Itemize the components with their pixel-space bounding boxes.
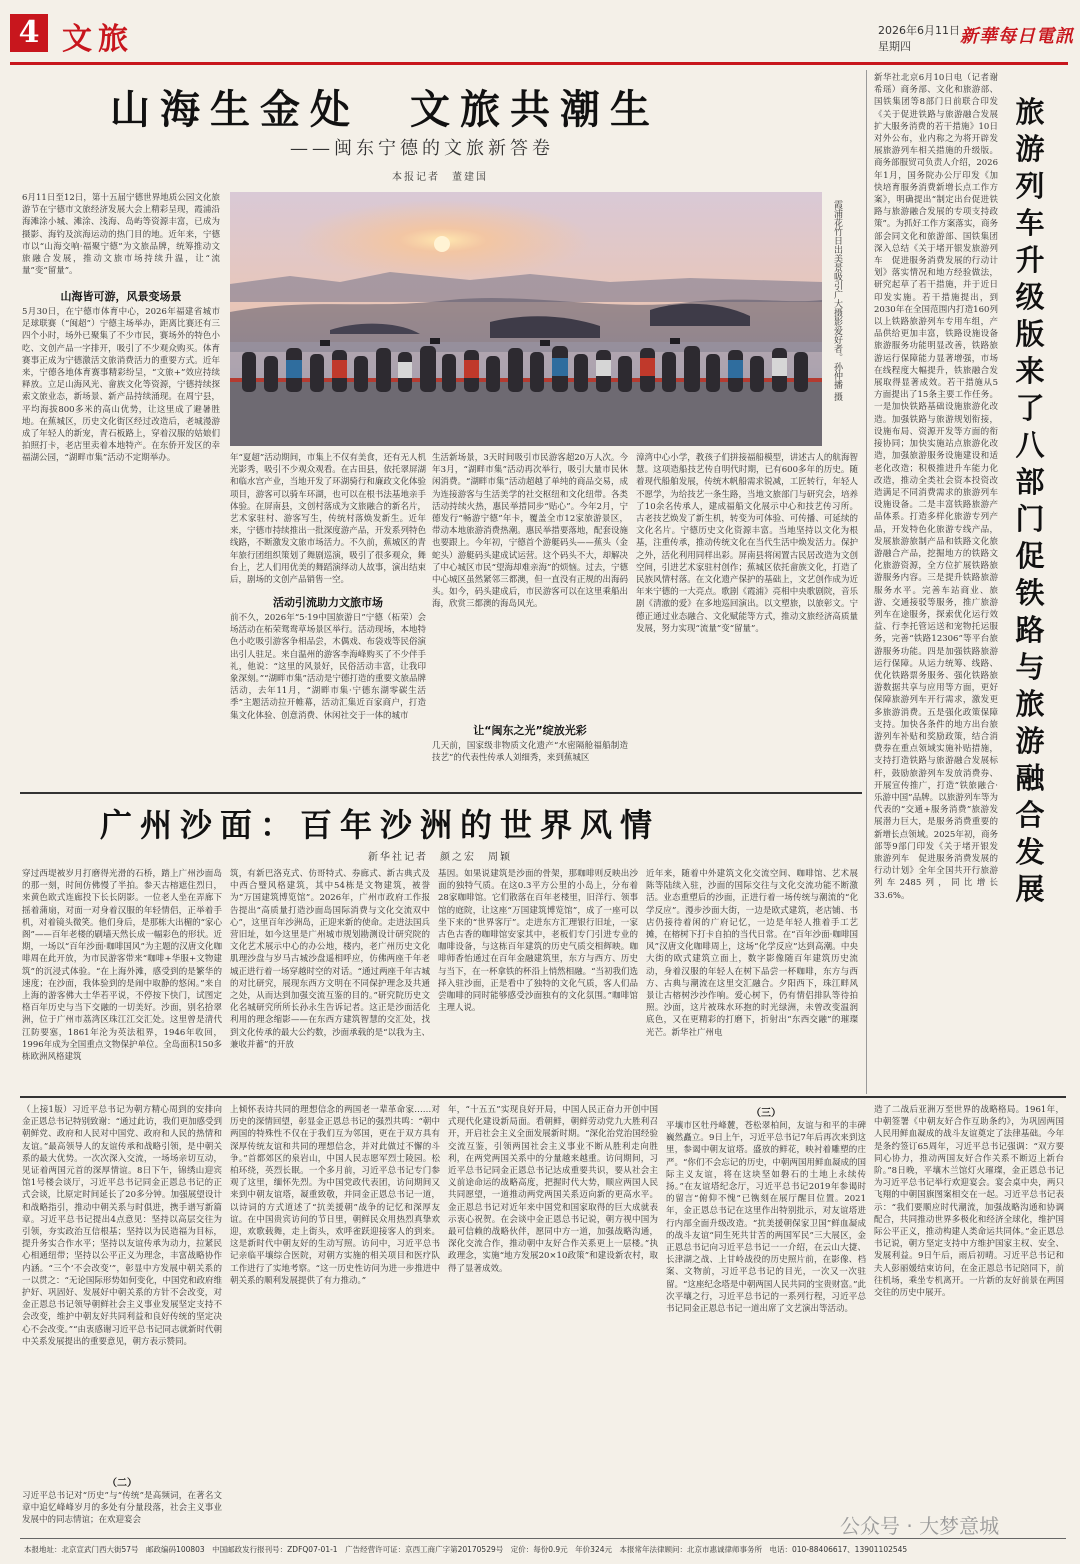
newspaper-brand-logo: 新華每日電訊 — [960, 26, 1074, 47]
story3-top-rule — [20, 1096, 1066, 1098]
story3-col1b-text: 习近平总书记对“历史”与“传统”是高频词，在著名文章中追忆峰峰岁月的多处有分量段落，社会主义事业发展中的同志情谊；在欢迎宴会 — [22, 1491, 222, 1526]
footer-imprint: 本报地址：北京宣武门西大街57号 邮政编码100803 中国邮政发行报刊号：ZDFQ07-01-1 广告经营许可证：京西工商广字第20170529号 定价：每份0.9元 年价324元 本报常年法律顾问：北京市惠诚律师事务所 电话：010-88406617、13901102545 — [24, 1545, 908, 1554]
header-rule — [10, 62, 1068, 65]
sidebar-divider — [866, 70, 867, 1094]
story1-photo — [230, 192, 822, 446]
photo-caption: 霞浦花竹日出美景吸引广大摄影爱好者。孙仲播 摄 — [832, 200, 842, 401]
story1-col1-text: 6月11日至12日，第十五届宁德世界地质公园文化旅游节在宁德市文旅经济发展大会上精彩呈现，霞浦沿海滩涂小城、滩涂、浅海、岛屿等资源丰富，已成为摄影、海钓及滨海运动的热门目的地。近年来，宁德市以“山海交响·福聚宁德”为文旅品牌，统筹推动文旅融合发展，推动文旅市场持续升温，让“流量”变“留量”。 — [22, 193, 220, 277]
story1-col3b-text: 几天前，国家级非物质文化遗产“水密隔舱福船制造技艺”的代表性传承人刘细秀，来到蕉城区 — [432, 741, 628, 764]
story1-col2-text: 年“夏超”活动期间，市集上不仅有美食，还有无人机光影秀，吸引不少观众观看。在古田县，依托翠屏湖和临水宫产业，当地开发了环湖骑行和廉政文化体验项目，游客可以骑车环湖，也可以在根书法基地亲手体验。在屏南县，文创村落成为文旅融合的新名片，艺术家驻村、游客写生，传统村落焕发新生。近年来，宁德市持续推出一批深度游产品，开发系列特色线路，不断激发文旅市场活力。不久前，蕉城区的青年旅行团组织策划了舞剧巡演，吸引了很多观众，舞台上，艺人们用优美的舞蹈演绎动人故事，演出结束后，剧场的文创产品销售一空。 — [230, 453, 426, 586]
story2-col1-text: 穿过西堤被岁月打磨得光滑的石桥，踏上广州沙面岛的那一刻，时间仿佛慢了半拍。参天古榕遮住烈日，来黄色欧式连廊投下长长阴影。一位老人坐在弄廊下摇着蒲扇，对面一对身着汉服的年轻情侣，正举着手机，对着镜头微笑。他们身后，是那栋大出楣的“家心阁”——百年老楼的刷墙天然长成一幅彩色的形状。近期，一场以“百年沙面·咖啡国风”为主题的汉唐文化咖啡周在此开放，为市民游客带来“咖啡+华服+文物建筑”的沉浸式体验。“在上海外滩，感受到的是繁华的速度；在沙面，我体验到的是闹中取静的悠闲。”来自上海的游客佛大士华若平说，不停按下快门，试图定格百年历史与当下交融的一切美好。沙面，别名拾翠洲，位于广州市荔湾区珠江江交汇处。这里曾是清代江防要塞，1861年沦为英法租界，1946年收回，1996年成为全国重点文物保护单位。全岛面积150多栋欧洲风格建筑 — [22, 869, 222, 1063]
story2-col4-text: 近年来，随着中外建筑文化交流空间、咖啡馆、艺术展陈等陆续入驻，沙面的国际交往与文化交流功能不断激活。业态重塑后的沙面，正进行着一场传统与潮流的“化学反应”。漫步沙面大街，一边是欧式建筑，老店铺、书店仍接待着闲的广府记忆，一边是年轻人推着手工艺摊，在榕树下打卡自拍的当代日常。在“百年沙面·咖啡国风”汉唐文化咖啡周上，这场“化学反应”达到高潮。中央大街的欧式建筑立面上，数字影像随百年建筑历史流动，身着汉服的年轻人在树下品尝一杯咖啡，东方与西方、古典与潮流在这里交汇融合。夕阳西下，珠江畔风景让古榕树沙沙作响。爱心树下，仍有情侣排队等待拍照。沙面，这片被珠水环抱的时光绿洲，未曾改变温润底色，又在更精彩的打磨下，折射出“东西交融”的璀璨光芒。新华社广州电 — [646, 869, 858, 1038]
footer-rule — [20, 1538, 1066, 1539]
section-name: 文旅 — [62, 22, 134, 57]
story1-col3-text: 生活新场景，3天时间吸引市民游客超20万人次。今年3月，“湖畔市集”活动再次举行，吸引大量市民休闲消费。“湖畔市集”活动超越了单纯的商品交易，成为连接游客与生活美学的社交枢纽和文化纽带。各类活动持续火热，惠民举措同步“贴心”。今年2月，宁德发行“畅游宁德”年卡，覆盖全市12家旅游景区，带动本地旅游消费热潮。惠民举措要落地，配套设施也要跟上。今年初，宁德首个游艇码头——蕉头（金蛇头）游艇码头建成试运营。这个码头不大，却解决了中心城区市民“望海却难亲海”的烦恼。过去，宁德中心城区虽然紧邻三都澳，但一直没有正规的出海码头。如今，码头建成后，市民游客可以在这里乘船出海，欣赏三都澳的海岛风光。 — [432, 453, 628, 610]
issue-date: 2026年6月11日 — [878, 24, 960, 37]
watermark-text: 公众号 · 大梦意城 — [840, 1514, 1000, 1538]
story3-col3-text: 年，“十五五”实现良好开局，中国人民正奋力开创中国式现代化建设新局面。看朝鲜，朝鲜劳动党九大胜利召开，开启社会主义全面发展新时期。“深化治党治国经验交流互鉴，引领两国社会主义事业不断从胜利走向胜利，在两党两国关系中的分量越来越重。访问期间，习近平总书记同金正恩总书记达成重要共识，要从社会主义前途命运的战略高度，把握时代大势，顺应两国人民共同愿望，一道推动两党两国关系迈向新的更高水平。金正恩总书记对近年来中国党和国家取得的巨大成就表示衷心祝贺。在会谈中金正恩总书记说，朝方视中国为最可信赖的战略伙伴，愿同中方一道，加强战略沟通，深化交流合作，推动朝中友好合作关系更上一层楼。”执政理念，实施“地方发展20×10政策”和建设新农村，取得了显著成效。 — [448, 1105, 658, 1274]
story3-col5-text: 造了二战后亚洲万至世界的战略格局。1961年，中朝签署《中朝友好合作互助条约》，为巩固两国人民用鲜血凝成的战斗友谊奠定了法律基础。今年是条约签订65周年，习近平总书记强调：“双方要同心协力，推动两国友好合作关系不断迈上新台阶。”8日晚，平壤木兰馆灯火璀璨，金正恩总书记为习近平总书记举行欢迎宴会。宴会桌中央，两只飞翔的中朝国旗图案相交在一起。习近平总书记表示：“我们要顺应时代潮流，加强战略沟通和协调配合，共同推动世界多极化和经济全球化，维护国际公平正义，推动构建人类命运共同体。”金正恩总书记说，朝方坚定支持中方维护国家主权、安全、发展利益。9日午后，雨后初晴。习近平总书记和夫人彭丽媛结束访问，在金正恩总书记陪同下，前往机场，乘坐专机离开。一片新的友好前景在两国交往的历史中展开。 — [874, 1105, 1064, 1299]
story2-col2-text: 筑，有新巴洛克式、仿哥特式、券廊式、新古典式及中西合璧风格建筑，其中54栋是文物建筑，被誉为“万国建筑博览馆”。2026年，广州市政府工作报告提出“高质量打造沙面岛国际消费与文化交流双中心”，这里百年沙洲岛，正迎来新的使命。走进法国兵营旧址，如今这里是广州城市规划勘测设计研究院的文化艺术展示中心的办公地，楼内，老广州历史文化肌理沙盘与岁马古城沙盘遥相呼应，仿佛两座千年老城正进行着一场穿越时空的对话。“通过两座千年古城的对比研究，展现东西方文明在不同保护理念及共通之处，从而达到加强交流互鉴的目的。”研究院历史文化名城研究所所长孙永生告诉记者。这正是沙面活化利用的理念缩影——在东西方建筑智慧的交汇处，找到文化传承的最大公约数，沙面承载的是“以我为主、兼收并蓄”的开放 — [230, 869, 430, 1050]
story1-subhead-3: 让“闽东之光”绽放光彩 — [473, 724, 587, 737]
issue-weekday: 星期四 — [878, 40, 911, 53]
page-number: 4 — [10, 14, 48, 52]
story1-headline: 山海生金处 文旅共潮生 — [110, 86, 660, 133]
story1-col1b-text: 5月30日，在宁德市体育中心，2026年福建省城市足球联赛（“闽超”）宁德主场举办，距离比赛还有三四个小时，场外已聚集了不少市民，赛场外的特色小吃、文创产品一字排开，吸引了不少观众购买。体育赛事正成为宁德激活文旅消费活力的重要方式。近年来，宁德各地体育赛事精彩纷呈，“文旅+”效应持续释放。立足山海风光、畲族文化等资源，宁德持续探索文旅业态，新场景、新产品持续涌现。在周宁县，平均海拔800多米的高山优势，让这里成了避暑胜地。在蕉城区，历史文化街区经过改造后，老城漫游成了年轻人的新宠，青石板路上，穿着汉服的姑娘们拍照打卡，老店里卖着本地特产。在东侨开发区的幸福湖公园，“湖畔市集”活动不定期举办。 — [22, 307, 220, 464]
story2-byline: 新华社记者 颜之宏 周颖 — [368, 852, 512, 863]
story2-top-rule — [20, 792, 862, 794]
sidebar-article-text: 新华社北京6月10日电（记者谢希瑶）商务部、文化和旅游部、国铁集团等8部门日前联合印发《关于促进铁路与旅游融合发展 扩大服务消费的若干措施》10日对外公布，业内称之为将开辟发展旅游列车相关措施的升级版。商务部服贸司负责人介绍，2026年1月，国务院办公厅印发《加快培育服务消费新增长点工作方案》，明确提出“制定出台促进铁路与旅游融合发展的专项支持政策”。为抓好工作方案落实，商务部会同文化和旅游部、国铁集团深入总结《关于堵开银发旅游列车 促进服务消费发展的行动计划》落实情况和地方经验做法，研究起草了若干措施，并于近日印发实施。若干措施提出，到2030年在全国范围内打造160列以上铁路旅游列车专用车组，产品供给更加丰富，铁路设施设备旅游服务功能明显改善，铁路旅游运行保障能力显著增强，市场在线程度大幅提升，铁旅融合发展取得显著成效。若干措施从5方面提出了15条主要工作任务。一是加快铁路基础设施旅游化改造。加强铁路与旅游规划衔接，设施布局、资源开发等方面的衔接协同；加快实施站点旅游化改造，加强旅游服务设施建设和适老化改造；积极推进升车能力化改造，推动全类社会资本投资改造满足不同消费需求的旅游列车设施设备。二是丰富铁路旅游产品体系。打造多样化旅游专列产品，开发特色化旅游专线产品，发展旅游旅制产品和铁路文化旅游融合产品，挖掘地方的铁路文化旅游资源，全方位扩展铁路旅游服务内容。三是提升铁路旅游服务水平。完善车站商业、旅游、交通接驳等服务，推广旅游列车在途服务，探索优化运行效益、行李托管运送和宠物托运服务，完善“铁路12306”等平台旅游服务功能。四是加强铁路旅游运行保障。从运力统筹、线路、优化铁路票务服务、强化铁路旅游数据共享与应用等方面，更好保障旅游列车开行需求，激发更多旅游消费。五是强化政策保障支持。加快各条件的地方出台旅游列车补贴和奖励政策，结合消费券在重点领域实施补贴措施，支持打造铁路与旅游融合发展标杆，鼓励旅游列车发放消费券、开展宣传推广，打造“铁旅融合·乐游中国”品牌。以旅游列车等为代表的“交通+服务消费”旅游发展潜力巨大，是服务消费重要的新增长点领域。2025年初，商务部等9部门印发《关于堵开银发旅游列车 促进服务消费发展的行动计划》全年全国共开行旅游列车2485列，同比增长33.6%。 — [874, 73, 1007, 901]
story1-col2b-text: 前不久，2026年“5·19中国旅游日”宁德（柘荣）会场活动在柘荣鸳鸯草场景区举行。活动现场，本地特色小吃吸引游客争相品尝，木偶戏、布袋戏等民俗演出引人驻足。来自温州的游客李海峰购买了不少伴手礼，他说：“这里的风景好，民俗活动丰富，让我印象深刻。”“湖畔市集”活动是宁德打造的重要文旅品牌活动，去年11月，“湖畔市集·宁德东湖零碳生活季”主题活动拉开帷幕，活动汇集近百家商户，打造集文化体验、创意消费、休闲社交于一体的城市 — [230, 613, 426, 721]
story1-subhead-2: 活动引流助力文旅市场 — [273, 596, 383, 609]
masthead — [0, 0, 1080, 66]
story3-section-head-3: （三） — [751, 1108, 781, 1119]
story3-section-head-2: （二） — [107, 1478, 137, 1489]
story3-col1-text: （上接1版）习近平总书记为朝方精心周到的安排向金正恩总书记特别致谢：“通过此访，我们更加感受到朝鲜党、政府和人民对中国党、政府和人民的热情和友谊。”最高领导人的友谊传承和战略引领，是中朝关系的最大优势。一次次深入交流，一场场亲切互动，见证着两国元首的深厚情谊。8日下午，锦绣山迎宾馆1号楼会谈厅，习近平总书记同金正恩总书记的正式会谈，比原定时间延长了20多分钟。加强展望设计和战略指引，推动中朝关系与时俱进，携手谱写新篇章。习近平总书记提出4点意见：坚持以高层交往为引领，夯实政治互信根基；坚持以为民造福为目标，提升务实合作水平；坚持以友谊传承为动力，拉紧民心相通纽带；坚持以公平正义为理念，丰富战略协作内涵。“三个‘不会改变’”，彰显中方发展中朝关系的一以贯之：“无论国际形势如何变化，中国党和政府维护好、巩固好、发展好中朝关系的方针不会改变，对金正恩总书记领导朝鲜社会主义事业发展坚定支持不会改变，维护中朝友好共同利益和良好传统的坚定决心不会改变。”“由衷感谢习近平总书记同志就新时代朝中关系发展提出的重要意见，朝方表示赞同。 — [22, 1105, 222, 1347]
sunrise-coast-photo — [230, 192, 822, 446]
sidebar-vertical-headline: 旅游列车升级版来了 八部门促铁路与旅游融合发展 — [1015, 95, 1074, 906]
story1-subhead-1: 山海皆可游，风景变场景 — [60, 290, 182, 303]
story3-col4-text: 平壤市区牡丹峰麓，苍松翠柏间，友谊与和平的丰碑巍然矗立。9日上午，习近平总书记7年后再次来到这里，参谒中朝友谊塔。盛放的鲜花，映衬着雕塑的庄严。“你们不会忘记的历史，中朝两国用鲜血凝成的国际主义友谊，将在这块坚如磐石的土地上永续传扬。”在友谊塔纪念厅，习近平总书记2019年参谒时的留言“俯仰不愧”已镌刻在展厅醒目位置。2021年，金正恩总书记在这里作出特别批示，对友谊塔进行内部全面升级改造。“抗美援朝保家卫国”鲜血凝成的战斗友谊“同生死共甘苦的两国军民”三大展区，金正恩总书记向习近平总书记一一介绍，在云山大捷、长津湖之战、上甘岭战役的历史照片前，在影像、档案、文物前，习近平总书记的目光，一次又一次驻留。“这座纪念塔是中朝两国人民共同的宝贵财富。”此次平壤之行，习近平总书记的一系列行程，习近平总书记同金正恩总书记一道出席了文艺演出等活动。 — [666, 1121, 866, 1315]
story2-headline: 广州沙面：百年沙洲的世界风情 — [100, 806, 661, 844]
story1-subtitle: ——闽东宁德的文旅新答卷 — [290, 138, 554, 159]
story1-col4-text: 漳湾中心小学，教孩子们拼接福船模型，讲述古人的航海智慧。这项造船技艺传自明代时期，已有600多年的历史。随着现代船舶发展，传统木帆船需求锐减，工匠转行，年轻人不愿学，为给技艺一条生路，当地文旅部门与研究会，培养了10余名传承人，建成福船文化展示中心和技艺传习所。古老技艺焕发了新生机，转变为可体验、可传播、可延续的文化名片。宁德历史文化资源丰富。当地坚持以文化为根基，注重传承，推动传统文化在当代生活中焕发活力。保护之外，活化利用同样出彩。屏南县将闲置古民居改造为文创空间，引进艺术家驻村创作；蕉城区依托畲族文化，打造了民族风情村落。在文化遗产保护的基础上，文艺创作成为近年来宁德的一大亮点。歌剧《霞浦》亮相中央歌剧院，音乐剧《清澈的爱》在多地巡回演出。以文塑旅，以旅彰文。宁德正通过业态融合、文化赋能等方式，推动文旅经济高质量发展，努力实现“流量”变“留量”。 — [636, 453, 858, 634]
story1-byline: 本报记者 董建国 — [392, 172, 488, 183]
story3-col2-text: 上倾怀表诗共同的理想信念的两国老一辈革命家……对历史的深情回望，彰显金正恩总书记的强烈共鸣：“朝中两国的特殊性不仅在于我们互为邻国，更在于双方具有深厚传统友谊和共同的理想信念，并对此做过不懈的斗争。”首都郊区的泉岩山，中国人民志愿军烈士陵园。松柏环绕，英烈长眠。一个多月前，习近平总书记专门参观了这里，缅怀先烈。为中国党政代表团，访问期间又来到中朝友谊塔，凝重致敬，并同金正恩总书记一道，以诗词的方式道述了“抗美援朝”战争的记忆和深厚友谊。在中国贵宾访问的节日里，朝鲜民众用热烈真挚欢迎，欢歌载舞，走上街头，欢呼雀跃迎接客人的到来。这是新时代中朝友好的生动写照。访问中，习近平总书记亲临平壤综合医院，对朝方实施的相关项目和医疗队工作进行了实地考察。“这一历史性访问为进一步推进中朝关系的顺利发展提供了有力推动。” — [230, 1105, 440, 1286]
story2-col3-text: 基因。如果说建筑是沙面的骨架，那咖啡则反映出沙面的独特气质。在这0.3平方公里的小岛上，分布着28家咖啡馆。它们散落在百年老楼里，旧洋行、领事馆的庭院，让这座“万国建筑博览馆”，成了一座可以坐下来的“世界客厅”。走进东方汇理银行旧址，一家古色古香的咖啡馆安家其中，老板们专门引进专业的咖啡设备，与这栋百年建筑的历史气质交相辉映。咖啡师香怡通过在百年金融建筑里，东方与西方、历史与当下，在一杯拿铁的杯沿上悄然相融。“当初我们选择入驻沙面，正是看中了独特的文化气质，客人们品尝咖啡的同时能够感受沙面独有的文化氛围。”咖啡馆主理人说。 — [438, 869, 638, 1014]
